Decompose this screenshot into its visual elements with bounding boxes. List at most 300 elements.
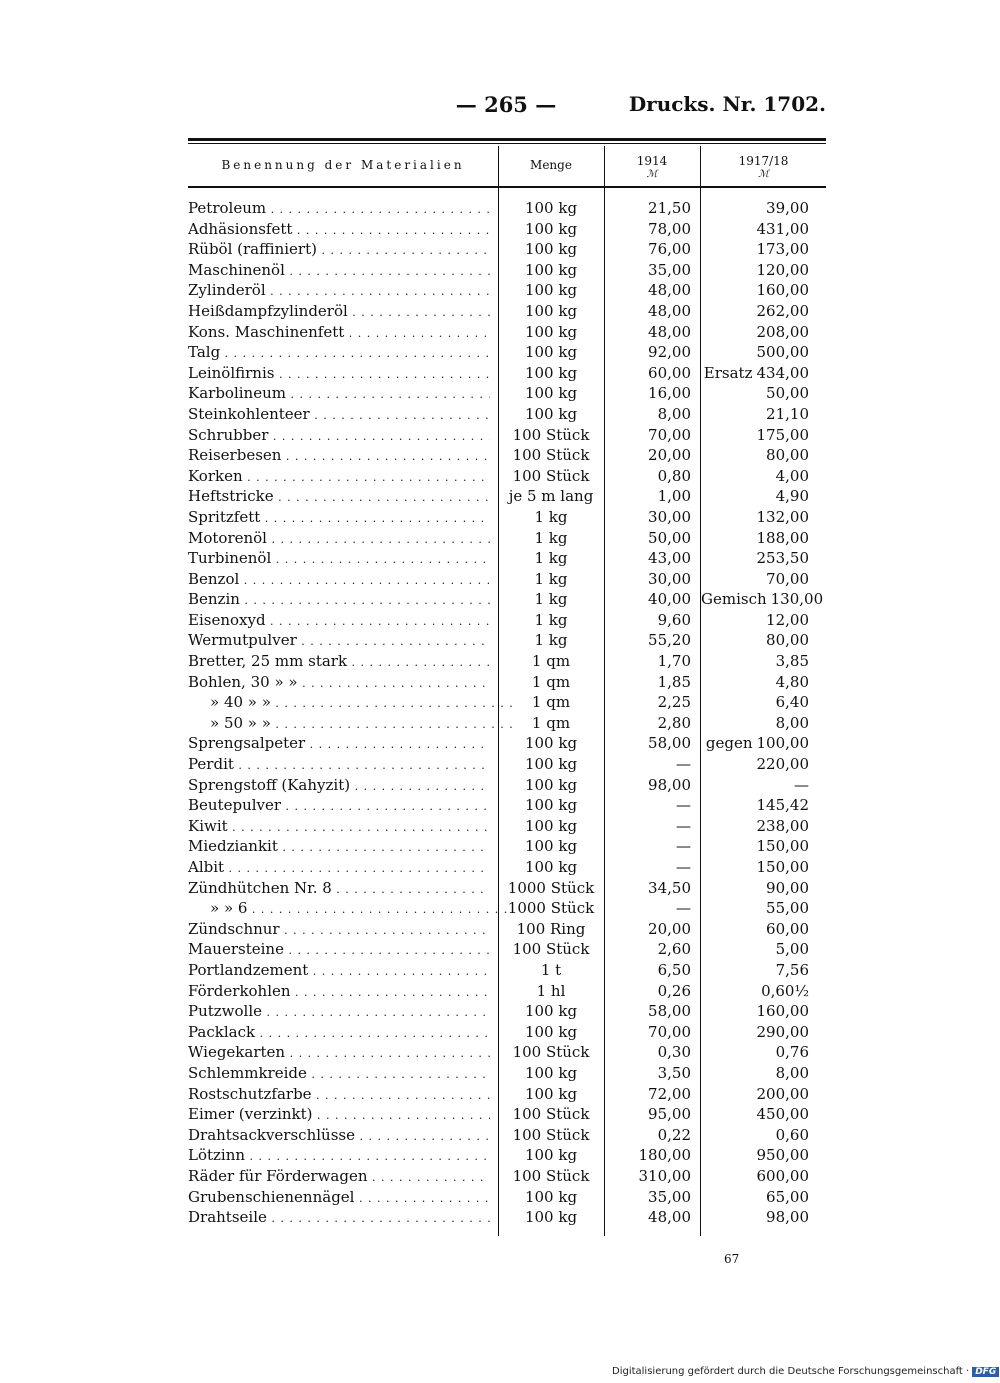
quantity-unit: 100 kg (524, 858, 578, 876)
price-1914: — (676, 858, 691, 876)
price-1917-value: 238,00 (756, 816, 809, 835)
price-1914: 20,00 (648, 446, 691, 465)
quantity-unit: 100 kg (524, 1002, 578, 1021)
table-row (188, 425, 826, 446)
price-1914: 0,26 (657, 981, 691, 1000)
price-1914: 35,00 (648, 260, 691, 279)
table-row (188, 610, 826, 631)
price-1914: 180,00 (638, 1146, 691, 1165)
table-row (188, 630, 826, 651)
quantity-unit: 100 kg (524, 384, 578, 403)
material-name: Karbolineum . . . (188, 383, 490, 406)
price-1914: 310,00 (638, 1166, 691, 1185)
material-name: Steinkohlenteer . . . (188, 404, 490, 427)
price-1917-value: 450,00 (756, 1105, 809, 1124)
material-name: » 50 » » . . . (188, 713, 512, 736)
price-1917-value: 39,00 (766, 199, 809, 217)
material-name: » » 6 . . . (188, 898, 512, 921)
price-1917-value: 8,00 (775, 1063, 809, 1082)
quantity-unit: 100 kg (524, 1022, 578, 1041)
table-row (188, 589, 826, 610)
price-1914: 0,80 (657, 466, 691, 485)
quantity-unit: je 5 m lang (508, 487, 594, 506)
table-row (188, 692, 826, 713)
quantity-unit: 100 kg (524, 816, 578, 835)
table-row (188, 548, 826, 569)
quantity-unit: 1 kg (534, 631, 568, 650)
material-name: Heftstricke . . . (188, 486, 490, 509)
price-1914: 0,22 (657, 1125, 691, 1144)
price-1917-value: 950,00 (756, 1146, 809, 1165)
price-1917-value: 5,00 (775, 940, 809, 959)
table-row (188, 198, 826, 219)
page-number: — 265 — (455, 92, 557, 117)
price-1917-value: 4,80 (775, 672, 809, 691)
price-1917 (701, 1145, 809, 1166)
price-1914: 9,60 (657, 610, 691, 629)
table-row (188, 322, 826, 343)
price-1917 (701, 939, 809, 960)
table-row (188, 404, 826, 425)
table-row (188, 219, 826, 240)
price-1917 (701, 836, 809, 857)
price-1917-value: 160,00 (756, 1002, 809, 1021)
price-1917 (701, 1207, 809, 1228)
price-1917 (701, 486, 809, 507)
quantity-unit: 1 kg (534, 507, 568, 526)
price-1914: 40,00 (648, 590, 691, 609)
price-1914: 1,00 (657, 487, 691, 506)
price-1914: 21,50 (648, 199, 691, 217)
quantity-unit: 1 kg (534, 610, 568, 629)
price-1914: 6,50 (657, 960, 691, 979)
price-1917-value: 150,00 (756, 858, 809, 876)
price-1917-value: 21,10 (766, 404, 809, 423)
material-name: Reiserbesen . . . (188, 445, 490, 468)
price-1917 (701, 775, 809, 796)
price-1917-value: 600,00 (756, 1166, 809, 1185)
quantity-unit: 1000 Stück (507, 878, 595, 897)
table-row (188, 569, 826, 590)
price-1917-value: 6,40 (775, 693, 809, 712)
dfg-logo: DFG (972, 1367, 999, 1377)
price-1917 (701, 672, 809, 693)
signature-mark: 67 (724, 1252, 740, 1266)
quantity-unit: 1 qm (531, 652, 571, 671)
table-row (188, 507, 826, 528)
price-1917-value: — (794, 775, 809, 794)
material-name: Portlandzement . . . (188, 960, 490, 983)
table-row (188, 816, 826, 837)
price-1917-value: 7,56 (775, 960, 809, 979)
quantity-unit: 1 kg (534, 549, 568, 568)
material-name: Korken . . . (188, 466, 490, 489)
column-header-name: Benennung der Materialien (221, 158, 465, 172)
price-1917 (701, 363, 809, 384)
table-row (188, 713, 826, 734)
material-name: Bretter, 25 mm stark . . . (188, 651, 490, 674)
quantity-unit: 1 kg (534, 590, 568, 609)
quantity-unit: 100 Stück (512, 1105, 590, 1124)
material-name: Putzwolle . . . (188, 1001, 490, 1024)
quantity-unit: 1 kg (534, 528, 568, 547)
price-1914: 58,00 (648, 1002, 691, 1021)
price-1917 (701, 219, 809, 240)
price-1917-value: 150,00 (756, 837, 809, 856)
table-row (188, 1166, 826, 1187)
column-header-1917: 1917/18 ℳ (701, 146, 826, 186)
material-name: Mauersteine . . . (188, 939, 490, 962)
price-1914: 48,00 (648, 1208, 691, 1227)
quantity-unit: 100 Stück (512, 1043, 590, 1062)
price-1917 (701, 692, 809, 713)
price-1914: 20,00 (648, 919, 691, 938)
table-row (188, 363, 826, 384)
table-row (188, 857, 826, 878)
price-1914: 1,85 (657, 672, 691, 691)
material-name: Grubenschienennägel . . . (188, 1187, 490, 1210)
price-1914: 60,00 (648, 363, 691, 382)
price-1917 (701, 1104, 809, 1125)
price-1914: 30,00 (648, 507, 691, 526)
table-row (188, 939, 826, 960)
price-1914: 76,00 (648, 240, 691, 259)
price-1914: 35,00 (648, 1187, 691, 1206)
header-rule (188, 186, 826, 188)
price-1917 (701, 445, 809, 466)
material-name: Motorenöl . . . (188, 528, 490, 551)
price-1917-value: 60,00 (766, 919, 809, 938)
table-row (188, 672, 826, 693)
table-row (188, 301, 826, 322)
price-1914: 78,00 (648, 219, 691, 238)
price-1917 (701, 260, 809, 281)
price-1917-value: 80,00 (766, 631, 809, 650)
material-name: Bohlen, 30 » » . . . (188, 672, 490, 695)
price-1917 (701, 878, 809, 899)
table-row (188, 836, 826, 857)
document-reference: Drucks. Nr. 1702. (628, 92, 826, 116)
table-row (188, 466, 826, 487)
quantity-unit: 100 kg (524, 796, 578, 815)
price-1917-value: 262,00 (756, 301, 809, 320)
material-name: Perdit . . . (188, 754, 490, 777)
price-1917 (701, 1022, 809, 1043)
table-row (188, 1001, 826, 1022)
price-1917 (701, 383, 809, 404)
price-1914: 34,50 (648, 878, 691, 897)
material-name: Zylinderöl . . . (188, 280, 490, 303)
price-1914: 58,00 (648, 734, 691, 753)
price-1917 (701, 404, 809, 425)
quantity-unit: 100 kg (524, 281, 578, 300)
quantity-unit: 1 hl (536, 981, 566, 1000)
table-row (188, 1104, 826, 1125)
material-name: Heißdampfzylinderöl . . . (188, 301, 490, 324)
price-1914: 50,00 (648, 528, 691, 547)
table-row (188, 919, 826, 940)
quantity-unit: 100 kg (524, 240, 578, 259)
table-row (188, 528, 826, 549)
table-row (188, 733, 826, 754)
material-name: Zündhütchen Nr. 8 . . . (188, 878, 490, 901)
price-1917 (701, 1187, 809, 1208)
price-1914: 95,00 (648, 1105, 691, 1124)
material-name: Räder für Förderwagen . . . (188, 1166, 490, 1189)
material-name: Kons. Maschinenfett . . . (188, 322, 490, 345)
table-row (188, 1022, 826, 1043)
material-name: Förderkohlen . . . (188, 981, 490, 1004)
quantity-unit: 1 t (540, 960, 562, 979)
page-header (186, 92, 826, 122)
material-name: Talg . . . (188, 342, 490, 365)
price-1914: 2,60 (657, 940, 691, 959)
price-1917-value: 220,00 (756, 755, 809, 774)
table-row (188, 280, 826, 301)
price-1917-value: 0,76 (775, 1043, 809, 1062)
price-1917-value: 80,00 (766, 446, 809, 465)
price-1917 (701, 1166, 809, 1187)
price-1917-value: 208,00 (756, 322, 809, 341)
quantity-unit: 100 Stück (512, 940, 590, 959)
price-1914: 30,00 (648, 569, 691, 588)
price-1914: 43,00 (648, 549, 691, 568)
price-1917-value: 132,00 (756, 507, 809, 526)
price-note: Gemisch (701, 590, 767, 609)
quantity-unit: 100 kg (524, 404, 578, 423)
price-1917 (701, 651, 809, 672)
price-1917 (701, 919, 809, 940)
price-1917-value: 4,00 (775, 466, 809, 485)
material-name: Wiegekarten . . . (188, 1042, 490, 1065)
price-1917-value: 500,00 (756, 343, 809, 362)
price-1917 (701, 1063, 809, 1084)
material-name: Eisenoxyd . . . (188, 610, 490, 633)
material-name: Packlack . . . (188, 1022, 490, 1045)
table-row (188, 898, 826, 919)
table-row (188, 754, 826, 775)
price-1917 (701, 425, 809, 446)
quantity-unit: 100 kg (524, 260, 578, 279)
price-1914: 2,80 (657, 713, 691, 732)
table-row (188, 651, 826, 672)
price-1917-value: 65,00 (766, 1187, 809, 1206)
price-1917 (701, 816, 809, 837)
price-1914: 48,00 (648, 281, 691, 300)
quantity-unit: 100 kg (524, 734, 578, 753)
price-1917-value: 290,00 (756, 1022, 809, 1041)
price-1917 (701, 301, 809, 322)
table-row (188, 1042, 826, 1063)
material-name: » 40 » » . . . (188, 692, 512, 715)
price-1914: — (676, 796, 691, 815)
price-1917 (701, 1084, 809, 1105)
table-row (188, 981, 826, 1002)
material-name: Rüböl (raffiniert) . . . (188, 239, 490, 262)
quantity-unit: 1 kg (534, 569, 568, 588)
price-1917 (701, 960, 809, 981)
material-name: Schlemmkreide . . . (188, 1063, 490, 1086)
quantity-unit: 100 Stück (512, 1125, 590, 1144)
material-name: Schrubber . . . (188, 425, 490, 448)
price-1917 (701, 569, 809, 590)
quantity-unit: 100 Stück (512, 466, 590, 485)
quantity-unit: 100 kg (524, 837, 578, 856)
price-1917 (701, 1042, 809, 1063)
price-1917-value: 12,00 (766, 610, 809, 629)
price-1914: 70,00 (648, 1022, 691, 1041)
table-row (188, 1125, 826, 1146)
material-name: Lötzinn . . . (188, 1145, 490, 1168)
price-1914: 3,50 (657, 1063, 691, 1082)
price-note: Ersatz (703, 363, 753, 382)
quantity-unit: 100 kg (524, 199, 578, 217)
table-row (188, 1063, 826, 1084)
credit-text: Digitalisierung gefördert durch die Deutsche Forschungsgemeinschaft · (612, 1366, 970, 1377)
price-1914: 70,00 (648, 425, 691, 444)
price-1914: 55,20 (648, 631, 691, 650)
table-header (188, 146, 826, 186)
price-1917-value: 431,00 (756, 219, 809, 238)
price-1914: 0,30 (657, 1043, 691, 1062)
material-name: Adhäsionsfett . . . (188, 219, 490, 242)
column-header-1914: 1914 ℳ (605, 146, 699, 186)
top-rule-thin (188, 143, 826, 144)
material-name: Sprengsalpeter . . . (188, 733, 490, 756)
price-1917 (701, 466, 809, 487)
material-name: Kiwit . . . (188, 816, 490, 839)
quantity-unit: 100 kg (524, 775, 578, 794)
price-1917 (701, 1125, 809, 1146)
price-1917 (701, 280, 809, 301)
table-row (188, 1187, 826, 1208)
price-1917 (701, 507, 809, 528)
price-1917-value: 0,60½ (761, 981, 809, 1000)
currency-unit-1914: ℳ (646, 169, 658, 180)
price-1917-value: 70,00 (766, 569, 809, 588)
price-1917-value: 98,00 (766, 1208, 809, 1227)
price-1917 (701, 733, 809, 754)
quantity-unit: 100 kg (524, 1063, 578, 1082)
quantity-unit: 100 kg (524, 1084, 578, 1103)
price-1917-value: 200,00 (756, 1084, 809, 1103)
price-1917 (701, 610, 809, 631)
material-name: Drahtseile . . . (188, 1207, 490, 1230)
currency-unit-1917: ℳ (758, 169, 769, 180)
price-1917-value: 3,85 (775, 652, 809, 671)
price-1917-value: 8,00 (775, 713, 809, 732)
price-1917 (701, 342, 809, 363)
material-name: Benzol . . . (188, 569, 490, 592)
column-header-menge: Menge (530, 158, 572, 172)
price-1914: 48,00 (648, 322, 691, 341)
price-1917-value: 90,00 (766, 878, 809, 897)
quantity-unit: 100 Stück (512, 446, 590, 465)
price-1914: 1,70 (657, 652, 691, 671)
material-name: Leinölfirnis . . . (188, 363, 490, 386)
quantity-unit: 100 kg (524, 322, 578, 341)
price-1917 (701, 1001, 809, 1022)
price-1917-value: 0,60 (775, 1125, 809, 1144)
price-1917-value: 145,42 (756, 796, 809, 815)
quantity-unit: 100 Stück (512, 425, 590, 444)
table-row (188, 878, 826, 899)
price-1917 (701, 754, 809, 775)
material-name: Petroleum . . . (188, 198, 490, 221)
price-1917-value: 55,00 (766, 899, 809, 918)
price-1917 (701, 322, 809, 343)
price-1914: 48,00 (648, 301, 691, 320)
price-1917-value: 120,00 (756, 260, 809, 279)
quantity-unit: 100 Ring (516, 919, 586, 938)
quantity-unit: 1 qm (531, 713, 571, 732)
table-row (188, 239, 826, 260)
quantity-unit: 1 qm (531, 672, 571, 691)
quantity-unit: 100 kg (524, 343, 578, 362)
price-note: gegen (705, 734, 753, 753)
quantity-unit: 100 kg (524, 219, 578, 238)
price-1917 (701, 528, 809, 549)
quantity-unit: 1000 Stück (507, 899, 595, 918)
price-1914: 92,00 (648, 343, 691, 362)
price-1917-value: 173,00 (756, 240, 809, 259)
price-1917 (701, 198, 809, 219)
price-1917 (701, 795, 809, 816)
material-name: Zündschnur . . . (188, 919, 490, 942)
price-1914: 72,00 (648, 1084, 691, 1103)
price-1917-value: 175,00 (756, 425, 809, 444)
material-name: Rostschutzfarbe . . . (188, 1084, 490, 1107)
quantity-unit: 100 kg (524, 301, 578, 320)
table-row (188, 1145, 826, 1166)
price-1917 (701, 857, 809, 878)
table-row (188, 486, 826, 507)
price-1914: — (676, 755, 691, 774)
quantity-unit: 100 kg (524, 1146, 578, 1165)
price-1917-value: 253,50 (756, 549, 809, 568)
price-1917 (701, 713, 809, 734)
quantity-unit: 100 kg (524, 1208, 578, 1227)
price-1914: — (676, 899, 691, 918)
material-name: Benzin . . . (188, 589, 490, 612)
table-row (188, 960, 826, 981)
price-1917 (701, 898, 809, 919)
price-1917-value: 160,00 (756, 281, 809, 300)
price-1917-value: 4,90 (775, 487, 809, 506)
price-1914: — (676, 837, 691, 856)
quantity-unit: 100 kg (524, 755, 578, 774)
material-name: Sprengstoff (Kahyzit) . . . (188, 775, 490, 798)
price-1917 (701, 548, 809, 569)
price-1914: — (676, 816, 691, 835)
price-1917 (701, 239, 809, 260)
table-row (188, 445, 826, 466)
price-1917-value: 434,00 (756, 363, 809, 382)
price-1917-value: 50,00 (766, 384, 809, 403)
price-1917-value: 130,00 (770, 590, 824, 609)
material-name: Turbinenöl . . . (188, 548, 490, 571)
price-1917-value: 188,00 (756, 528, 809, 547)
price-1914: 98,00 (648, 775, 691, 794)
material-name: Maschinenöl . . . (188, 260, 490, 283)
table-row (188, 795, 826, 816)
material-name: Wermutpulver . . . (188, 630, 490, 653)
material-name: Eimer (verzinkt) . . . (188, 1104, 490, 1127)
price-1917 (701, 630, 809, 651)
quantity-unit: 100 Stück (512, 1166, 590, 1185)
table-row (188, 1207, 826, 1228)
table-row (188, 1084, 826, 1105)
